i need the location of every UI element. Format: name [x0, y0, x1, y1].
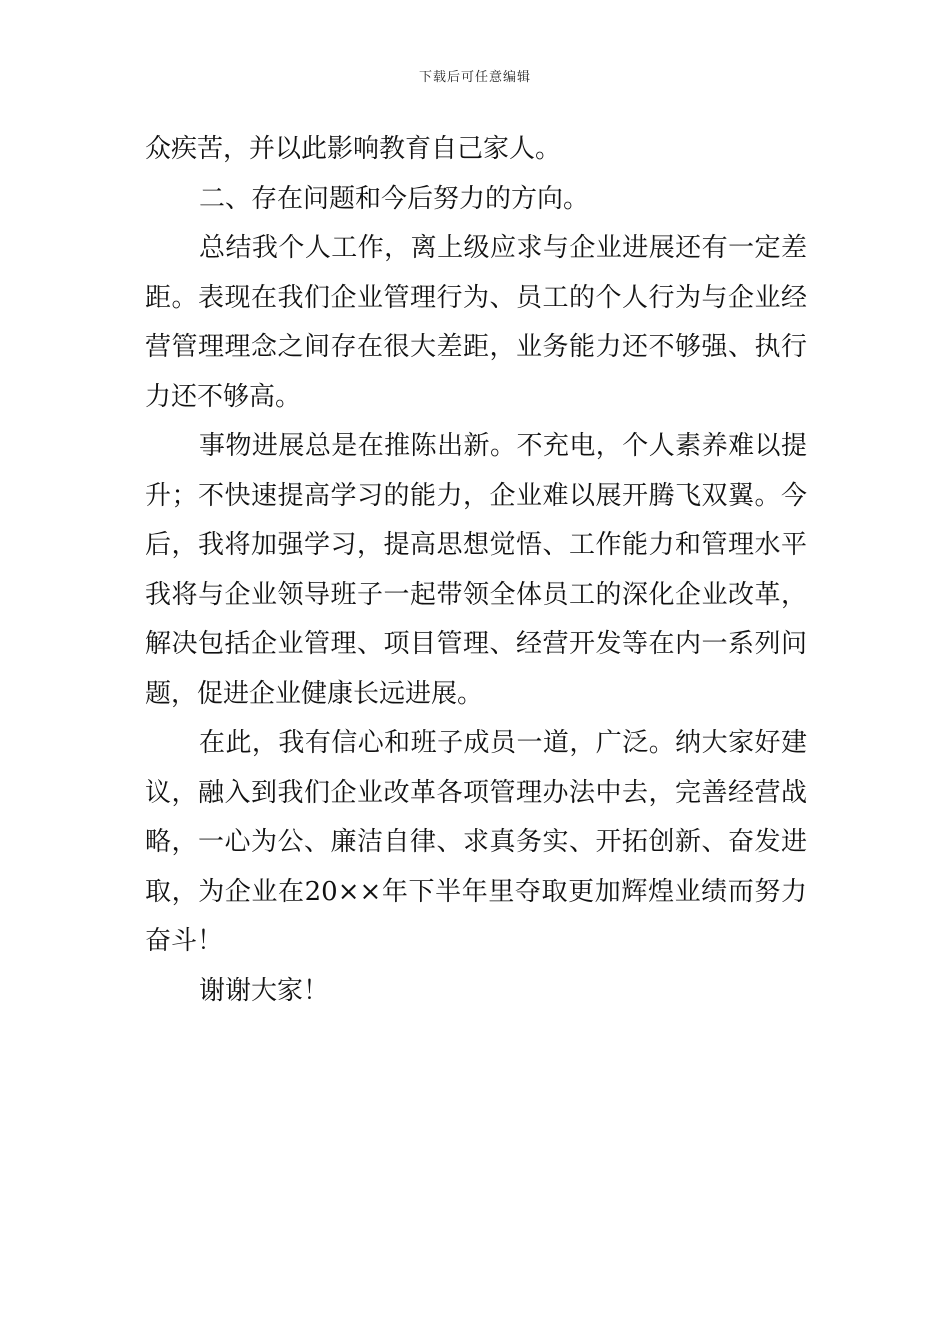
- text-line: 总结我个人工作，离上级应求与企业进展还有一定差: [199, 233, 807, 263]
- text-line: 解决包括企业管理、项目管理、经营开发等在内一系列问: [145, 629, 807, 659]
- text-line: 距。表现在我们企业管理行为、员工的个人行为与企业经: [145, 282, 807, 313]
- text-line: 后，我将加强学习，提高思想觉悟、工作能力和管理水平: [145, 530, 807, 560]
- text-line: 奋斗！: [145, 926, 224, 956]
- text-line: 力还不够高。: [145, 381, 302, 412]
- text-line: 略，一心为公、廉洁自律、求真务实、开拓创新、奋发进: [145, 827, 807, 857]
- text-line: 升；不快速提高学习的能力，企业难以展开腾飞双翼。今: [145, 480, 807, 511]
- closing-line: 谢谢大家！: [199, 975, 330, 1006]
- text-line: 题，促进企业健康长远进展。: [145, 678, 484, 709]
- section-heading: 二、存在问题和今后努力的方向。: [199, 183, 590, 214]
- text-line: 众疾苦，并以此影响教育自己家人。: [145, 134, 562, 164]
- text-line: 在此，我有信心和班子成员一道，广泛。纳大家好建: [199, 728, 807, 758]
- text-line: 事物进展总是在推陈出新。不充电，个人素养难以提: [199, 431, 807, 461]
- page-header-note: 下载后可任意编辑: [418, 70, 531, 85]
- text-line: 我将与企业领导班子一起带领全体员工的深化企业改革，: [145, 579, 807, 610]
- text-line: 营管理理念之间存在很大差距，业务能力还不够强、执行: [145, 332, 807, 362]
- text-line: 议，融入到我们企业改革各项管理办法中去，完善经营战: [145, 777, 807, 808]
- document-body: [145, 125, 807, 1016]
- text-line: 取，为企业在20××年下半年里夺取更加辉煌业绩而努力: [145, 876, 807, 907]
